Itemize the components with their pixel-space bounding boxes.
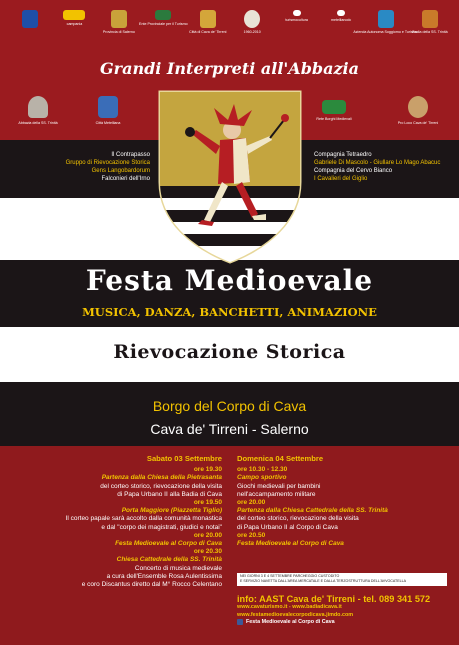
sunday-schedule (237, 455, 437, 548)
schedule-event-text: e dal "corpo dei magistrati, giudici e notai" (101, 523, 222, 531)
side-logo-right-1-caption: Rete Borghi Medievali (316, 117, 352, 121)
salerno-caption: Ente Provinciale per il Turismo (139, 22, 188, 26)
provincia-caption: Provincia di Salerno (102, 30, 135, 34)
badge-logo (232, 10, 272, 35)
schedule-event-text: nell'accampamento militare (237, 490, 316, 498)
group-item: Il Contrapasso (111, 152, 150, 158)
info-contact: info: AAST Cava de' Tirreni - tel. 089 341 572 (237, 594, 431, 604)
rievocazione-heading: Rievocazione Storica (113, 341, 346, 363)
metelliano-logo (321, 10, 361, 23)
metelliano-logo-icon (337, 10, 345, 16)
saturday-schedule (28, 455, 222, 589)
schedule-time: ore 20.00 (237, 499, 266, 507)
schedule-event-text: di Papa Urbano II al Corpo di Cava (237, 523, 338, 531)
schedule-event-text: Il corteo papale sarà accolto dalla comunità monastica (65, 515, 222, 523)
schedule-event-title: Chiesa Cattedrale della SS. Trinità (116, 556, 222, 564)
groups-left (20, 151, 150, 183)
location-city: Cava de' Tirreni - Salerno (150, 421, 309, 437)
proloco-crest-icon (408, 96, 428, 118)
campania-logo (54, 10, 94, 27)
info-block (237, 594, 447, 625)
event-title: Festa Medioevale (85, 264, 374, 297)
side-logo-right-2-caption: Pro Loco Cava de' Tirreni (397, 121, 439, 125)
sunday-header: Domenica 04 Settembre (237, 454, 324, 463)
schedule-event-title: Partenza dalla Chiesa Cattedrale della SS. Trinità (237, 507, 388, 515)
side-logo-left-2-caption: Città Metelliana (95, 121, 121, 125)
azienda-logo (353, 10, 418, 35)
salerno-logo (139, 10, 188, 27)
provincia-salerno-crest (99, 10, 139, 35)
group-item: Compagnia Tetraedro (314, 152, 372, 158)
borghi-logo-icon (322, 100, 346, 114)
event-tagline: MUSICA, DANZA, BANCHETTI, ANIMAZIONE (82, 305, 377, 319)
saturday-header: Sabato 03 Settembre (146, 454, 222, 463)
azienda-logo-icon (378, 10, 394, 28)
schedule-event-title: Campo sportivo (237, 474, 287, 482)
location-borgo: Borgo del Corpo di Cava (152, 398, 307, 414)
provincia-crest-icon (111, 10, 127, 28)
metelliano-caption: metellianodc (330, 18, 352, 22)
side-logo-right-1 (310, 100, 358, 121)
parking-notice (237, 573, 447, 586)
schedule-event-text: Concerto di musica medievale (134, 564, 222, 572)
schedule-time: ore 20.00 (193, 531, 222, 539)
side-logo-left-1 (14, 96, 62, 125)
facebook-label: Festa Medioevale al Corpo di Cava (246, 619, 335, 625)
schedule-time: ore 20.50 (237, 531, 266, 539)
city-crest-icon (98, 96, 118, 118)
badge-caption: 1960-2010 (243, 30, 261, 34)
regione-logo (10, 10, 50, 30)
group-item: Falconieri dell'Irno (101, 176, 150, 182)
facebook-link[interactable] (237, 619, 447, 625)
group-item: Gabriele Di Mascolo - Giullare Lo Mago Abacuc (314, 160, 441, 166)
campania-caption: campania (66, 22, 83, 26)
campania-logo-icon (63, 10, 85, 20)
badia-crest-icon (422, 10, 438, 28)
cava-crest-icon (200, 10, 216, 28)
group-item: Gens Langobardorum (91, 168, 150, 174)
citta-cava-crest (188, 10, 228, 35)
abbey-crest-icon (28, 96, 48, 118)
jester-shield-icon (158, 90, 302, 264)
schedule-event-title: Partenza dalla Chiesa della Pietrasanta (101, 474, 222, 482)
side-logo-right-2 (394, 96, 442, 125)
notice-line: NEI GIORNI 3 E 4 SETTEMBRE PARCHEGGIO CUSTODITO (240, 574, 340, 578)
facebook-icon (237, 619, 243, 625)
schedule-time: ore 10.30 - 12.30 (237, 466, 288, 474)
schedule-event-title: Festa Medioevale al Corpo di Cava (115, 540, 222, 548)
schedule-event-text: di Papa Urbano II alla Badia di Cava (117, 490, 222, 498)
group-item: Compagnia del Cervo Bianco (314, 168, 393, 174)
schedule-time: ore 19.30 (193, 466, 222, 474)
schedule-event-text: del corteo storico, rievocazione della visita (100, 482, 222, 490)
notice-line: E SERVIZIO NAVETTA DALL'AREA MERCATALE E DALLA TERZOSTRUTTURA DELL'AVVOCATELLA (240, 579, 406, 584)
azienda-caption: Azienda Autonoma Soggiorno e Turismo (353, 30, 418, 34)
cava-caption: Città di Cava de' Tirreni (189, 30, 227, 34)
schedule-time: ore 20.30 (193, 548, 222, 556)
schedule-event-title: Festa Medioevale al Corpo di Cava (237, 540, 344, 548)
regione-logo-icon (22, 10, 38, 28)
badia-crest (410, 10, 450, 35)
side-logo-left-2 (84, 96, 132, 125)
cultura-logo-icon (293, 10, 301, 16)
groups-right (314, 151, 454, 183)
schedule-time: ore 19.50 (193, 499, 222, 507)
badge-icon (244, 10, 260, 28)
badia-caption: Badia della SS. Trinità (412, 30, 448, 34)
side-logo-left-1-caption: Abbazia della SS. Trinità (18, 121, 58, 125)
schedule-event-text: del corteo storico, rievocazione della visita (237, 515, 359, 523)
info-website-jimdo[interactable]: www.festamedioevalecorpodicava.jimdo.com (237, 611, 354, 618)
sponsor-logos (10, 10, 450, 50)
info-websites[interactable]: www.cavaturismo.it - www.badiadicava.it (237, 604, 342, 610)
cultura-caption: turismocultura (285, 18, 308, 22)
schedule-event-text: a cura dell'Ensemble Rosa Aulentissima (106, 572, 222, 580)
schedule-event-text: e coro Discantus diretto dal M° Rocco Celentano (81, 581, 222, 589)
cultura-logo (277, 10, 317, 23)
group-item: I Cavalieri del Giglio (314, 176, 368, 182)
schedule-event-title: Porta Maggiore (Piazzetta Tiglio) (121, 507, 222, 515)
salerno-logo-icon (155, 10, 171, 20)
group-item: Gruppo di Rievocazione Storica (65, 160, 150, 166)
schedule-event-text: Giochi medievali per bambini (237, 482, 321, 490)
event-subtitle: Grandi Interpreti all'Abbazia (100, 59, 359, 78)
